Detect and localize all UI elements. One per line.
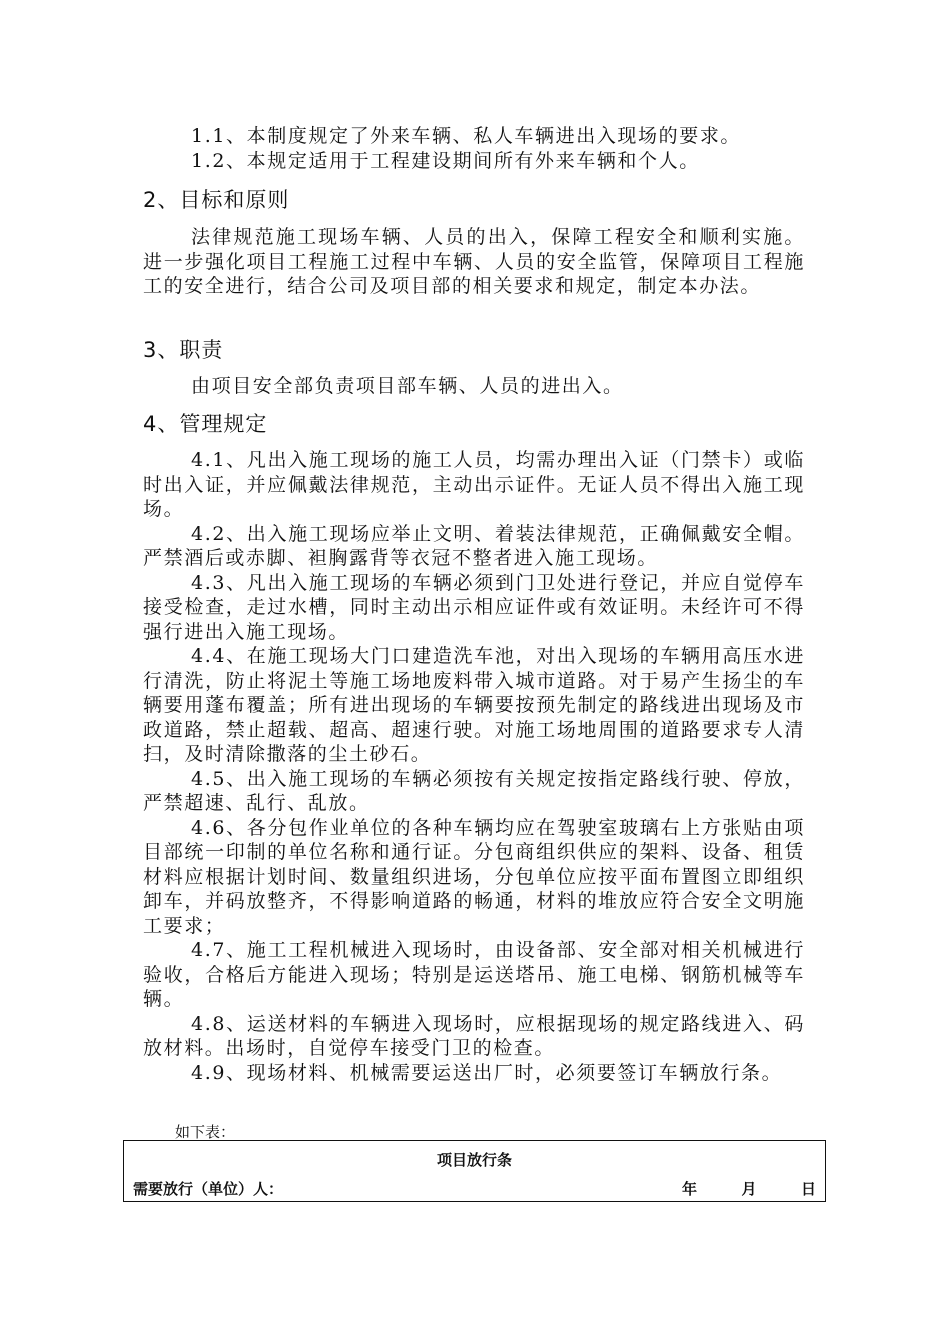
day-label: 日	[800, 1180, 816, 1198]
section-2-heading: 2、目标和原则	[143, 188, 290, 212]
release-slip-title: 项目放行条	[436, 1151, 512, 1169]
date-fields	[682, 1178, 816, 1199]
item-4-6: 4.6、各分包作业单位的各种车辆均应在驾驶室玻璃右上方张贴由项目部统一印制的单位名称和通行证。分包商组织供应的架料、设备、租赁材料应根据计划时间、数量组织进场，分包单位应按平面布置图立即组织卸车，并码放整齐，不得影响道路的畅通，材料的堆放应符合安全文明施工要求；	[143, 816, 805, 937]
year-label: 年	[682, 1180, 698, 1198]
item-4-2: 4.2、出入施工现场应举止文明、着装法律规范，正确佩戴安全帽。严禁酒后或赤脚、袒胸露背等衣冠不整者进入施工现场。	[143, 522, 805, 569]
section-4-heading: 4、管理规定	[143, 412, 268, 436]
item-4-9: 4.9、现场材料、机械需要运送出厂时，必须要签订车辆放行条。	[191, 1061, 783, 1084]
section-3-body	[143, 374, 805, 399]
release-slip-table	[123, 1140, 826, 1202]
month-label: 月	[741, 1180, 757, 1198]
applicant-label: 需要放行（单位）人：	[133, 1180, 284, 1198]
section-4-items	[143, 448, 805, 1085]
item-4-8: 4.8、运送材料的车辆进入现场时，应根据现场的规定路线进入、码放材料。出场时，自觉停车接受门卫的检查。	[143, 1012, 805, 1059]
section-3-paragraph: 由项目安全部负责项目部车辆、人员的进出入。	[191, 375, 624, 397]
item-4-7: 4.7、施工工程机械进入现场时，由设备部、安全部对相关机械进行验收，合格后方能进入现场；特别是运送塔吊、施工电梯、钢筋机械等车辆。	[143, 939, 805, 1010]
item-4-5: 4.5、出入施工现场的车辆必须按有关规定按指定路线行驶、停放，严禁超速、乱行、乱放。	[143, 767, 805, 814]
section-2-body	[143, 225, 805, 299]
section-2-paragraph: 法律规范施工现场车辆、人员的出入，保障工程安全和顺利实施。进一步强化项目工程施工过程中车辆、人员的安全监管，保障项目工程施工的安全进行，结合公司及项目部的相关要求和规定，制定本办法。	[143, 226, 805, 297]
section-1-items	[143, 124, 805, 173]
item-1-1: 1.1、本制度规定了外来车辆、私人车辆进出入现场的要求。	[191, 125, 742, 147]
table-note: 如下表：	[175, 1123, 236, 1141]
item-4-3: 4.3、凡出入施工现场的车辆必须到门卫处进行登记，并应自觉停车接受检查，走过水槽，同时主动出示相应证件或有效证明。未经许可不得强行进出入施工现场。	[143, 571, 805, 643]
item-1-2: 1.2、本规定适用于工程建设期间所有外来车辆和个人。	[191, 149, 700, 172]
item-4-1: 4.1、凡出入施工现场的施工人员，均需办理出入证（门禁卡）或临时出入证，并应佩戴法律规范，主动出示证件。无证人员不得出入施工现场。	[143, 449, 805, 520]
item-4-4: 4.4、在施工现场大门口建造洗车池，对出入现场的车辆用高压水进行清洗，防止将泥土等施工场地废料带入城市道路。对于易产生扬尘的车辆要用蓬布覆盖；所有进出现场的车辆要按预先制定的路线进出现场及市政道路，禁止超载、超高、超速行驶。对施工场地周围的道路要求专人清扫，及时清除撒落的尘土砂石。	[143, 645, 805, 765]
section-3-heading: 3、职责	[143, 338, 224, 362]
